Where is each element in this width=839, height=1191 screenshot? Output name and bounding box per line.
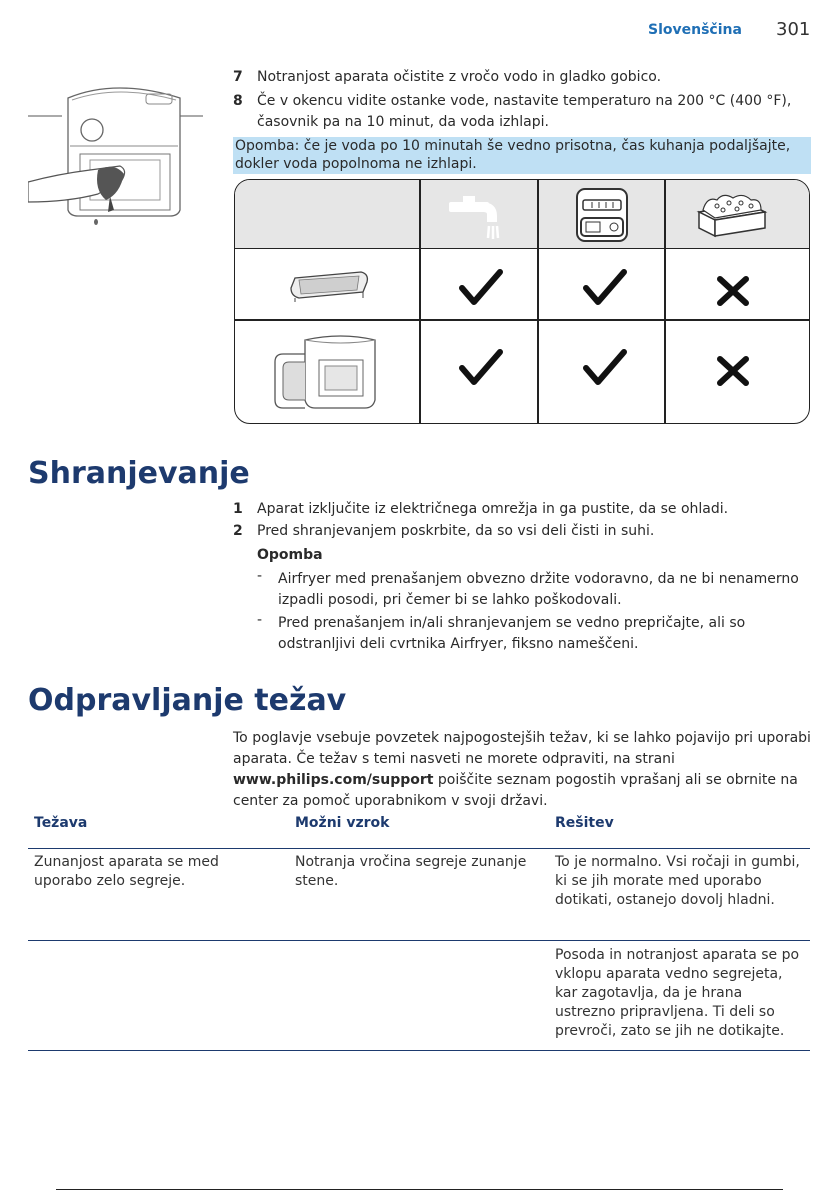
dishwasher-icon (574, 186, 630, 244)
cross-icon (716, 276, 750, 306)
step-text: Notranjost aparata očistite z vročo vodo in gladko gobico. (257, 69, 662, 85)
support-link[interactable]: www.philips.com/support (233, 772, 434, 788)
storage-note-label: Opomba (257, 547, 323, 563)
step-number: 2 (233, 523, 243, 539)
tap-water-icon (445, 192, 515, 242)
step-number: 1 (233, 501, 243, 517)
airfryer-cleaning-illustration (28, 70, 203, 230)
basket-icon (271, 330, 381, 414)
check-icon (458, 348, 504, 388)
note-text: Airfryer med prenašanjem obvezno držite vodoravno, da ne bi nenamerno izpadli posodi, pri čemer bi se lahko poškodovali. (278, 571, 799, 608)
column-header-solution: Rešitev (555, 815, 614, 831)
header-language: Slovenščina (648, 22, 742, 38)
check-icon (582, 268, 628, 308)
step-text: Aparat izključite iz električnega omrežja in ga pustite, da se ohladi. (257, 501, 729, 517)
check-icon (582, 348, 628, 388)
grill-plate-icon (287, 268, 373, 302)
table-cell-cause: Notranja vročina segreje zunanje stene. (295, 854, 527, 889)
cleaning-table (234, 179, 810, 424)
sponge-icon (693, 190, 771, 240)
column-header-problem: Težava (34, 815, 88, 831)
table-divider (28, 1050, 810, 1051)
cross-icon (716, 356, 750, 386)
table-divider (28, 848, 810, 849)
check-icon (458, 268, 504, 308)
step-text: Pred shranjevanjem poskrbite, da so vsi deli čisti in suhi. (257, 523, 655, 539)
troubleshooting-title: Odpravljanje težav (28, 683, 347, 718)
table-cell-solution: To je normalno. Vsi ročaji in gumbi, ki se jih morate med uporabo dotikati, ostanejo dovolj hladni. (555, 854, 800, 908)
page-number: 301 (776, 19, 811, 40)
step-number: 7 (233, 69, 243, 85)
table-cell-solution: Posoda in notranjost aparata se po vklopu aparata vedno segrejeta, kar zagotavlja, da je hrana ustrezno pripravljena. Ti deli so prevroči, zato se jih ne dotikajte. (555, 947, 800, 1039)
step-text: Če v okencu vidite ostanke vode, nastavite temperaturo na 200 °C (400 °F), časovnik pa na 10 minut, da voda izhlapi. (257, 93, 792, 130)
step-item (233, 91, 813, 135)
storage-step (233, 499, 813, 521)
storage-step (233, 521, 813, 543)
troubleshooting-intro: To poglavje vsebuje povzetek najpogostejših težav, ki se lahko pojavijo pri uporabi aparata. Če težav s temi nasveti ne morete odpraviti, na strani www.philips.com/support poiščite seznam pogostih vprašanj ali se obrnite na center za pomoč uporabnikom v svoji državi. (233, 730, 811, 809)
column-header-cause: Možni vzrok (295, 815, 390, 831)
cleaning-note: Opomba: če je voda po 10 minutah še vedno prisotna, čas kuhanja podaljšajte, dokler voda popolnoma ne izhlapi. (233, 137, 811, 174)
step-item (233, 67, 813, 91)
table-divider (28, 940, 810, 941)
step-number: 8 (233, 93, 243, 109)
note-text: Pred prenašanjem in/ali shranjevanjem se vedno prepričajte, ali so odstranljivi deli cvrtnika Airfryer, fiksno nameščeni. (278, 615, 746, 652)
footer-rule (56, 1189, 783, 1190)
table-cell-problem: Zunanjost aparata se med uporabo zelo segreje. (34, 854, 219, 889)
storage-title: Shranjevanje (28, 456, 250, 491)
